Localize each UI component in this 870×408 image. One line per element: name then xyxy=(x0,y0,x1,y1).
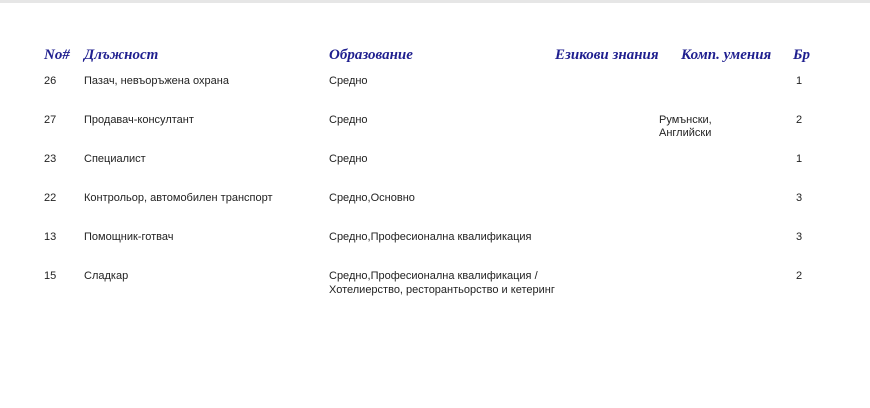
header-position: Длъжност xyxy=(84,47,159,63)
row-position: Помощник-готвач xyxy=(84,231,174,243)
row-education: Средно xyxy=(329,153,368,165)
row-education: Средно,Основно xyxy=(329,192,415,204)
row-count: 2 xyxy=(796,114,803,126)
row-position: Специалист xyxy=(84,153,146,165)
row-no: 23 xyxy=(44,153,57,165)
header-education: Образование xyxy=(329,47,413,63)
row-language: Английски xyxy=(659,127,712,139)
row-position: Контрольор, автомобилен транспорт xyxy=(84,192,273,204)
row-count: 1 xyxy=(796,153,803,165)
row-count: 3 xyxy=(796,231,803,243)
row-education: Средно xyxy=(329,114,368,126)
row-position: Сладкар xyxy=(84,270,129,282)
row-count: 1 xyxy=(796,75,803,87)
row-no: 15 xyxy=(44,270,57,282)
row-count: 3 xyxy=(796,192,803,204)
row-position: Пазач, невъоръжена охрана xyxy=(84,75,229,87)
header-computer-skills: Комп. умения xyxy=(681,47,772,63)
row-education: Средно,Професионална квалификация / xyxy=(329,270,538,282)
row-education: Хотелиерство, ресторантьорство и кетеринг xyxy=(329,284,555,296)
header-languages: Езикови знания xyxy=(555,47,659,63)
row-no: 26 xyxy=(44,75,57,87)
row-count: 2 xyxy=(796,270,803,282)
top-divider xyxy=(0,0,870,3)
row-education: Средно xyxy=(329,75,368,87)
row-language: Румънски, xyxy=(659,114,712,126)
header-no: No# xyxy=(44,47,70,63)
row-education: Средно,Професионална квалификация xyxy=(329,231,532,243)
row-no: 22 xyxy=(44,192,57,204)
row-position: Продавач-консултант xyxy=(84,114,194,126)
header-count: Бр xyxy=(793,47,811,63)
row-no: 27 xyxy=(44,114,57,126)
row-no: 13 xyxy=(44,231,57,243)
